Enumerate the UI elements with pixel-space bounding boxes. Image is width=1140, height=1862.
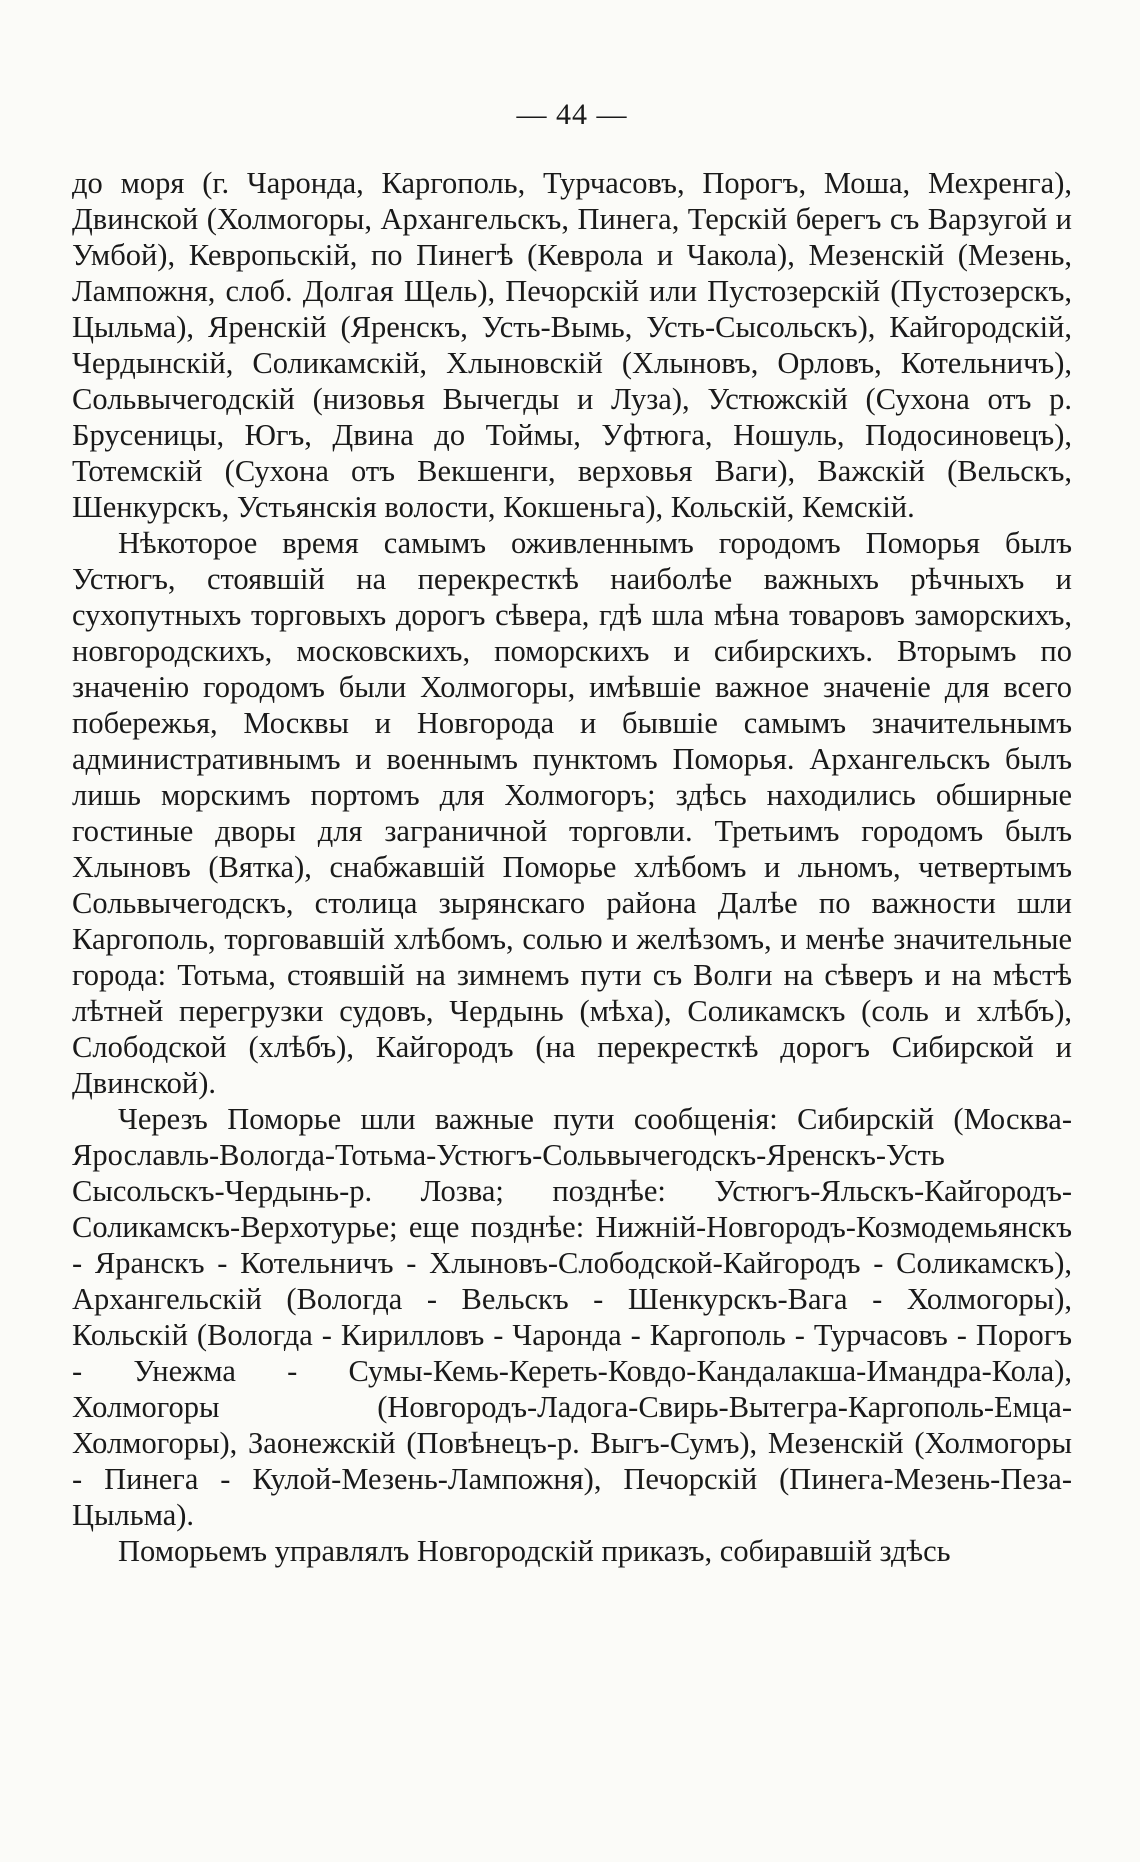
paragraph-cities: Нѣкоторое время самымъ оживленнымъ городомъ Поморья былъ Устюгъ, стоявшій на перекресткѣ наиболѣе важныхъ рѣчныхъ и сухопутныхъ торговыхъ дорогъ сѣвера, гдѣ шла мѣна товаровъ заморскихъ, новгородскихъ, московскихъ, поморскихъ и сибирскихъ. Вторымъ по значенію городомъ были Холмогоры, имѣвшіе важное значеніе для всего побережья, Москвы и Новгорода и бывшіе самымъ значительнымъ административнымъ и военнымъ пунктомъ Поморья. Архангельскъ былъ лишь морскимъ портомъ для Холмогоръ; здѣсь находились обширные гостиные дворы для заграничной торговли. Третьимъ городомъ былъ Хлыновъ (Вятка), снабжавшій Поморье хлѣбомъ и льномъ, четвертымъ Сольвычегодскъ, столица зырянскаго района Далѣе по важности шли Каргополь, торговавшій хлѣбомъ, солью и желѣзомъ, и менѣе значительные города: Тотьма, стоявшій на зимнемъ пути съ Волги на сѣверъ и на мѣстѣ лѣтней перегрузки судовъ, Чердынь (мѣха), Соликамскъ (соль и хлѣбъ), Слободской (хлѣбъ), Кайгородъ (на перекресткѣ дорогъ Сибирской и Двинской).: [72, 526, 1072, 1100]
paragraph-administration: Поморьемъ управлялъ Новгородскій приказъ, собиравшій здѣсь: [118, 1534, 951, 1568]
paragraph-routes: Черезъ Поморье шли важные пути сообщенія: Сибирскій (Москва-Ярославль-Вологда-Тотьма-Устюгъ-Сольвычегодскъ-Яренскъ-Усть Сысольскъ-Чердынь-р. Лозва; позднѣе: Устюгъ-Яльскъ-Кайгородъ-Соликамскъ-Верхотурье; еще позднѣе: Нижній-Новгородъ-Козмодемьянскъ - Яранскъ - Котельничъ - Хлыновъ-Слободской-Кайгородъ - Соликамскъ), Архангельскій (Вологда - Вельскъ - Шенкурскъ-Вага - Холмогоры), Кольскій (Вологда - Кирилловъ - Чаронда - Каргополь - Турчасовъ - Порогъ - Унежма - Сумы-Кемь-Кереть-Ковдо-Кандалакша-Имандра-Кола), Холмогоры (Новгородъ-Ладога-Свирь-Вытегра-Каргополь-Емца-Холмогоры), Заонежскій (Повѣнецъ-р. Выгъ-Сумъ), Мезенскій (Холмогоры - Пинега - Кулой-Мезень-Лампожня), Печорскій (Пинега-Мезень-Пеза-Цыльма).: [72, 1102, 1072, 1532]
paragraph-regions: до моря (г. Чаронда, Каргополь, Турчасовъ, Порогъ, Моша, Мехренга), Двинской (Холмогоры, Архангельскъ, Пинега, Терскій берегъ съ Варзугой и Умбой), Кевропьскій, по Пинегѣ (Кеврола и Чакола), Мезенскій (Мезень, Лампожня, слоб. Долгая Щель), Печорскій или Пустозерскій (Пустозерскъ, Цыльма), Яренскій (Яренскъ, Усть-Вымь, Усть-Сысольскъ), Кайгородскій, Чердынскій, Соликамскій, Хлыновскій (Хлыновъ, Орловъ, Котельничъ), Сольвычегодскій (низовья Вычегды и Луза), Устюжскій (Сухона отъ р. Брусеницы, Югъ, Двина до Тоймы, Уфтюга, Ношуль, Подосиновецъ), Тотемскій (Сухона отъ Векшенги, верховья Ваги), Важскій (Вельскъ, Шенкурскъ, Устьянскія волости, Кокшеньга), Кольскій, Кемскій.: [72, 166, 1072, 524]
page-number: — 44 —: [516, 98, 628, 131]
book-page: [72, 95, 1072, 1569]
